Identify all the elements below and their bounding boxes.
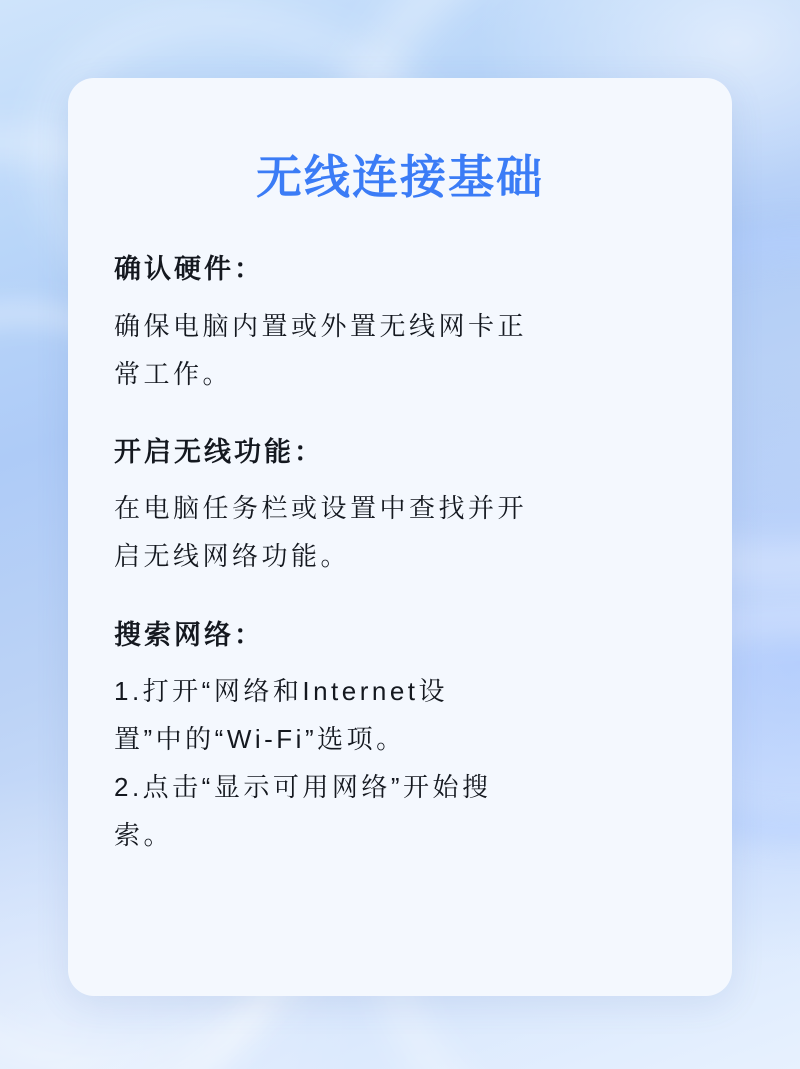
- body-line: 常工作。: [114, 358, 233, 389]
- section-hardware: [114, 249, 686, 398]
- body-line: 在电脑任务栏或设置中查找并开: [114, 493, 528, 524]
- body-line: 2.点击“显示可用网络”开始搜: [114, 772, 492, 803]
- body-line: 置”中的“Wi-Fi”选项。: [114, 724, 406, 755]
- body-line: 1.打开“网络和Internet设: [114, 676, 449, 707]
- section-body: [114, 667, 686, 859]
- body-line: 索。: [114, 820, 174, 851]
- section-body: [114, 484, 686, 580]
- section-enable-wireless: [114, 432, 686, 581]
- section-heading: 搜索网络：: [114, 619, 264, 650]
- body-line: 确保电脑内置或外置无线网卡正: [114, 310, 528, 341]
- content-card: [68, 78, 732, 996]
- section-heading: 确认硬件：: [114, 254, 264, 285]
- section-heading: 开启无线功能：: [114, 436, 324, 467]
- body-line: 启无线网络功能。: [114, 541, 351, 572]
- page-title: 无线连接基础: [256, 151, 544, 203]
- section-body: [114, 302, 686, 398]
- section-search-network: [114, 615, 686, 860]
